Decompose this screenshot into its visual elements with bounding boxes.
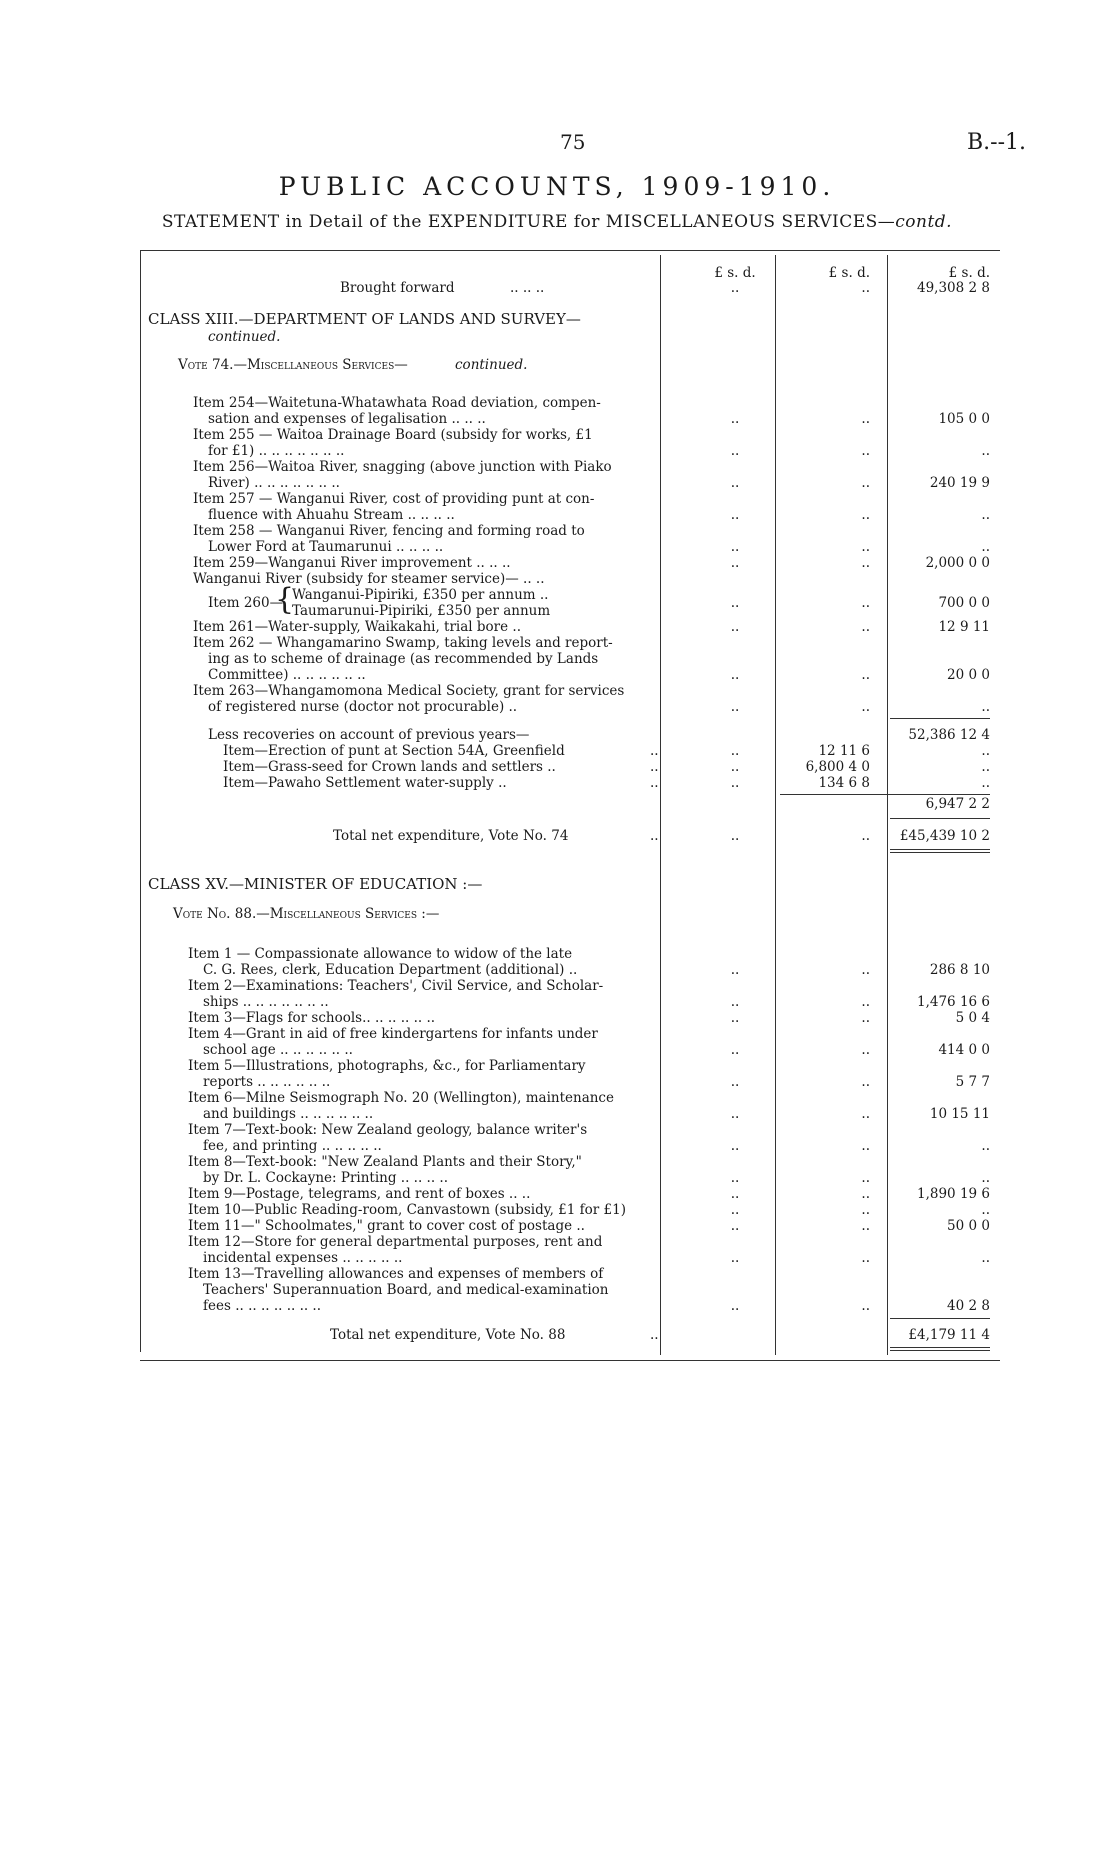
col2-dots: ..: [861, 280, 870, 296]
col2-dots: ..: [861, 1042, 870, 1058]
col1-dots: ..: [730, 539, 740, 555]
col2-units: £ s. d.: [828, 265, 870, 281]
col2-dots: ..: [861, 699, 870, 715]
item-amount: 50 0 0: [947, 1218, 990, 1234]
brought-forward-total: 49,308 2 8: [917, 280, 990, 296]
item-text: fee, and printing .. .. .. .. ..: [203, 1138, 382, 1154]
col1-dots: ..: [730, 1042, 740, 1058]
col1-dots: ..: [730, 619, 740, 635]
list-item: [0, 1122, 1114, 1139]
vote-74-total-row: [0, 828, 1114, 845]
item-amount: 5 7 7: [955, 1074, 990, 1090]
list-item: [0, 459, 1114, 476]
item-text: River) .. .. .. .. .. .. ..: [208, 475, 340, 491]
list-item: [0, 1266, 1114, 1283]
table-row: [0, 743, 1114, 760]
table-row: [0, 759, 1114, 776]
recoveries-total-row: [0, 796, 1114, 813]
col2-dots: ..: [861, 1074, 870, 1090]
list-item: [0, 1106, 1114, 1123]
col2-dots: ..: [861, 1186, 870, 1202]
list-item: [0, 1058, 1114, 1075]
list-item: [0, 1026, 1114, 1043]
item-amount: 12 9 11: [938, 619, 990, 635]
col1-dots: ..: [730, 1010, 740, 1026]
vote-88-total: £4,179 11 4: [908, 1327, 990, 1343]
table-row: [0, 775, 1114, 792]
col2-dots: ..: [861, 1298, 870, 1314]
subtotal-rule: [890, 718, 990, 719]
list-item: [0, 427, 1114, 444]
vote-74-heading: [0, 357, 1114, 374]
col1-dots: ..: [730, 280, 740, 296]
col1-units: £ s. d.: [714, 265, 756, 281]
col2-dots: ..: [861, 667, 870, 683]
statement-subheading: [0, 212, 1114, 232]
col1-dots: ..: [730, 828, 740, 844]
list-item: [0, 523, 1114, 540]
item-text: and buildings .. .. .. .. .. ..: [203, 1106, 374, 1122]
item-text: Item 5—Illustrations, photographs, &c., for Parliamentary: [188, 1058, 586, 1074]
col2-dots: ..: [861, 475, 870, 491]
item-text: Item 262 — Whangamarino Swamp, taking levels and report-: [193, 635, 613, 651]
recovery-text: Item—Grass-seed for Crown lands and settlers ..: [223, 759, 556, 775]
list-item: [0, 1186, 1114, 1203]
col1-dots: ..: [730, 1250, 740, 1266]
item-text: Item 258 — Wanganui River, fencing and forming road to: [193, 523, 585, 539]
col3-dots: ..: [981, 759, 990, 775]
vote-74-subtotal: 52,386 12 4: [908, 727, 990, 743]
col2-dots: ..: [861, 619, 870, 635]
recovery-amount: 6,800 4 0: [805, 759, 870, 775]
row-dots: ..: [650, 775, 659, 791]
col2-dots: ..: [861, 595, 870, 611]
col2-dots: ..: [861, 1010, 870, 1026]
class-15-heading: [0, 876, 1114, 893]
item-amount: 240 19 9: [929, 475, 990, 491]
item-text: Item 11—" Schoolmates," grant to cover cost of postage ..: [188, 1218, 585, 1234]
col1-dots: ..: [730, 1170, 740, 1186]
col1-dots: ..: [730, 667, 740, 683]
item-text: sation and expenses of legalisation .. .. ..: [208, 411, 486, 427]
list-item: [0, 1202, 1114, 1219]
vote-74-title: Vote 74.—Miscellaneous Services—: [178, 357, 408, 373]
item-text: of registered nurse (doctor not procurable) ..: [208, 699, 518, 715]
item-text: Item 8—Text-book: "New Zealand Plants and their Story,": [188, 1154, 582, 1170]
item-amount: 105 0 0: [938, 411, 990, 427]
recovery-amount: 12 11 6: [818, 743, 870, 759]
list-item: [0, 962, 1114, 979]
item-text: Item 7—Text-book: New Zealand geology, balance writer's: [188, 1122, 588, 1138]
item-text: Item 255 — Waitoa Drainage Board (subsidy for works, £1: [193, 427, 593, 443]
col1-dots: ..: [730, 507, 740, 523]
list-item: [0, 651, 1114, 668]
list-item: [0, 1154, 1114, 1171]
page-number: 75: [560, 130, 586, 154]
brought-forward-dots: .. .. ..: [510, 280, 545, 296]
recoveries-heading: Less recoveries on account of previous years—: [208, 727, 530, 743]
double-rule-top: [890, 849, 990, 850]
item-text: Lower Ford at Taumarunui .. .. .. ..: [208, 539, 444, 555]
vote-88-title: Vote No. 88.—Miscellaneous Services :—: [173, 906, 440, 922]
col1-dots: ..: [730, 1106, 740, 1122]
item-text: incidental expenses .. .. .. .. ..: [203, 1250, 403, 1266]
col1-dots: ..: [730, 962, 740, 978]
col3-dots: ..: [981, 775, 990, 791]
item-text: fluence with Ahuahu Stream .. .. .. ..: [208, 507, 455, 523]
col2-dots: ..: [861, 1170, 870, 1186]
item-amount: ..: [981, 1250, 990, 1266]
col2-dots: ..: [861, 1202, 870, 1218]
recovery-text: Item—Pawaho Settlement water-supply ..: [223, 775, 507, 791]
item-text: Item 257 — Wanganui River, cost of providing punt at con-: [193, 491, 595, 507]
item-text: Wanganui River (subsidy for steamer service)— .. ..: [193, 571, 545, 587]
subheading-text: STATEMENT in Detail of the EXPENDITURE for MISCELLANEOUS SERVICES—: [161, 212, 896, 232]
item-amount: ..: [981, 699, 990, 715]
item-text: Item 263—Whangamomona Medical Society, grant for services: [193, 683, 625, 699]
list-item: [0, 443, 1114, 460]
col1-dots: ..: [730, 1074, 740, 1090]
list-item: [0, 475, 1114, 492]
item-260-sub1: Wanganui-Pipiriki, £350 per annum ..: [292, 587, 549, 603]
col1-dots: ..: [730, 411, 740, 427]
class-13-continued: continued.: [208, 329, 281, 345]
item-text: Item 259—Wanganui River improvement .. .. ..: [193, 555, 511, 571]
col1-dots: ..: [730, 1186, 740, 1202]
list-item: [0, 1234, 1114, 1251]
col1-dots: ..: [730, 1202, 740, 1218]
item-text: C. G. Rees, clerk, Education Department (additional) ..: [203, 962, 578, 978]
class-15-title: CLASS XV.—MINISTER OF EDUCATION :—: [148, 875, 483, 893]
list-item: [0, 1090, 1114, 1107]
brace-glyph: {: [275, 582, 295, 617]
col2-dots: ..: [861, 1218, 870, 1234]
list-item: [0, 1282, 1114, 1299]
class-13-continued-row: [0, 329, 1114, 346]
item-260-label: Item 260—: [208, 595, 284, 611]
list-item: [0, 946, 1114, 963]
col1-dots: ..: [730, 743, 740, 759]
item-text: Item 12—Store for general departmental purposes, rent and: [188, 1234, 603, 1250]
col1-dots: ..: [730, 555, 740, 571]
row-dots: ..: [650, 759, 659, 775]
item-amount: ..: [981, 507, 990, 523]
list-item: [0, 411, 1114, 428]
recovery-amount: 134 6 8: [818, 775, 870, 791]
recoveries-heading-row: [0, 727, 1114, 744]
recoveries-total: 6,947 2 2: [925, 796, 990, 812]
double-rule-bottom: [890, 1350, 990, 1351]
list-item: [0, 571, 1114, 588]
item-text: Item 254—Waitetuna-Whatawhata Road deviation, compen-: [193, 395, 601, 411]
item-amount: 1,476 16 6: [917, 994, 990, 1010]
item-amount: ..: [981, 1170, 990, 1186]
item-amount: 700 0 0: [938, 595, 990, 611]
col2-dots: ..: [861, 443, 870, 459]
item-text: Item 2—Examinations: Teachers', Civil Service, and Scholar-: [188, 978, 604, 994]
item-amount: ..: [981, 1202, 990, 1218]
col1-dots: ..: [730, 759, 740, 775]
item-text: school age .. .. .. .. .. ..: [203, 1042, 353, 1058]
col2-dots: ..: [861, 1138, 870, 1154]
col2-dots: ..: [861, 1250, 870, 1266]
item-amount: ..: [981, 1138, 990, 1154]
list-item: [0, 1218, 1114, 1235]
col2-dots: ..: [861, 962, 870, 978]
list-item: [0, 1250, 1114, 1267]
item-amount: 286 8 10: [929, 962, 990, 978]
col2-dots: ..: [861, 507, 870, 523]
page-title: PUBLIC ACCOUNTS, 1909-1910.: [278, 172, 836, 201]
list-item: [0, 699, 1114, 716]
list-item: [0, 683, 1114, 700]
class-13-heading: [0, 311, 1114, 328]
recoveries-rule: [780, 794, 990, 795]
vote-74-total: £45,439 10 2: [899, 828, 990, 844]
list-item: [0, 1010, 1114, 1027]
vote-88-heading: [0, 906, 1114, 923]
list-item: [0, 635, 1114, 652]
col1-dots: ..: [730, 994, 740, 1010]
item-text: ships .. .. .. .. .. .. ..: [203, 994, 329, 1010]
double-rule-bottom: [890, 852, 990, 853]
table-top-rule: [140, 250, 1000, 251]
list-item: [0, 507, 1114, 524]
row-dots: ..: [650, 828, 659, 844]
list-item: [0, 667, 1114, 684]
col2-dots: ..: [861, 1106, 870, 1122]
col3-units: £ s. d.: [948, 265, 990, 281]
list-item: [0, 994, 1114, 1011]
item-text: Item 3—Flags for schools.. .. .. .. .. ..: [188, 1010, 436, 1026]
row-dots: ..: [650, 1327, 659, 1343]
col1-dots: ..: [730, 443, 740, 459]
col2-dots: ..: [861, 828, 870, 844]
list-item: [0, 395, 1114, 412]
item-text: Item 261—Water-supply, Waikakahi, trial bore ..: [193, 619, 521, 635]
col2-dots: ..: [861, 555, 870, 571]
item-text: Item 256—Waitoa River, snagging (above junction with Piako: [193, 459, 612, 475]
col1-dots: ..: [730, 595, 740, 611]
item-text: for £1) .. .. .. .. .. .. ..: [208, 443, 345, 459]
item-260-sub2: Taumarunui-Pipiriki, £350 per annum: [292, 603, 551, 619]
item-amount: 20 0 0: [947, 667, 990, 683]
item-text: by Dr. L. Cockayne: Printing .. .. .. ..: [203, 1170, 449, 1186]
col2-dots: ..: [861, 539, 870, 555]
total-rule: [890, 818, 990, 819]
item-text: fees .. .. .. .. .. .. ..: [203, 1298, 322, 1314]
item-amount: ..: [981, 443, 990, 459]
col3-dots: ..: [981, 743, 990, 759]
recovery-text: Item—Erection of punt at Section 54A, Greenfield: [223, 743, 565, 759]
item-amount: 10 15 11: [929, 1106, 990, 1122]
item-amount: 2,000 0 0: [925, 555, 990, 571]
item-amount: ..: [981, 539, 990, 555]
document-reference: B.--1.: [967, 130, 1027, 155]
item-text: Item 9—Postage, telegrams, and rent of boxes .. ..: [188, 1186, 531, 1202]
list-item: [0, 1074, 1114, 1091]
list-item: [0, 582, 1114, 619]
vote-74-continued: continued.: [455, 357, 528, 373]
list-item: [0, 491, 1114, 508]
col1-dots: ..: [730, 699, 740, 715]
vote-88-total-label: Total net expenditure, Vote No. 88: [330, 1327, 566, 1343]
list-item: [0, 619, 1114, 636]
item-text: Teachers' Superannuation Board, and medical-examination: [203, 1282, 609, 1298]
total-88-rule: [890, 1318, 990, 1319]
col2-dots: ..: [861, 411, 870, 427]
list-item: [0, 539, 1114, 556]
list-item: [0, 1298, 1114, 1315]
double-rule-top: [890, 1347, 990, 1348]
item-text: Item 4—Grant in aid of free kindergartens for infants under: [188, 1026, 598, 1042]
col1-dots: ..: [730, 1138, 740, 1154]
list-item: [0, 978, 1114, 995]
brought-forward-row: [0, 280, 1114, 297]
subheading-contd: contd.: [895, 212, 953, 232]
list-item: [0, 1170, 1114, 1187]
item-amount: 5 0 4: [955, 1010, 990, 1026]
list-item: [0, 1138, 1114, 1155]
col1-dots: ..: [730, 1218, 740, 1234]
vote-88-total-row: [0, 1327, 1114, 1344]
item-text: Item 6—Milne Seismograph No. 20 (Wellington), maintenance: [188, 1090, 614, 1106]
list-item: [0, 1042, 1114, 1059]
class-13-title: CLASS XIII.—DEPARTMENT OF LANDS AND SURVEY—: [148, 310, 581, 328]
brought-forward-label: Brought forward: [340, 280, 455, 296]
item-text: reports .. .. .. .. .. ..: [203, 1074, 331, 1090]
table-bottom-rule: [140, 1360, 1000, 1361]
vote-74-total-label: Total net expenditure, Vote No. 74: [333, 828, 569, 844]
item-text: Committee) .. .. .. .. .. ..: [208, 667, 366, 683]
item-amount: 1,890 19 6: [917, 1186, 990, 1202]
item-text: Item 13—Travelling allowances and expenses of members of: [188, 1266, 604, 1282]
item-amount: 414 0 0: [938, 1042, 990, 1058]
item-text: Item 1 — Compassionate allowance to widow of the late: [188, 946, 573, 962]
item-amount: 40 2 8: [947, 1298, 990, 1314]
list-item: [0, 555, 1114, 572]
col2-dots: ..: [861, 994, 870, 1010]
col1-dots: ..: [730, 775, 740, 791]
row-dots: ..: [650, 743, 659, 759]
item-text: Item 10—Public Reading-room, Canvastown (subsidy, £1 for £1): [188, 1202, 626, 1218]
col1-dots: ..: [730, 1298, 740, 1314]
col1-dots: ..: [730, 475, 740, 491]
item-text: ing as to scheme of drainage (as recommended by Lands: [208, 651, 599, 667]
